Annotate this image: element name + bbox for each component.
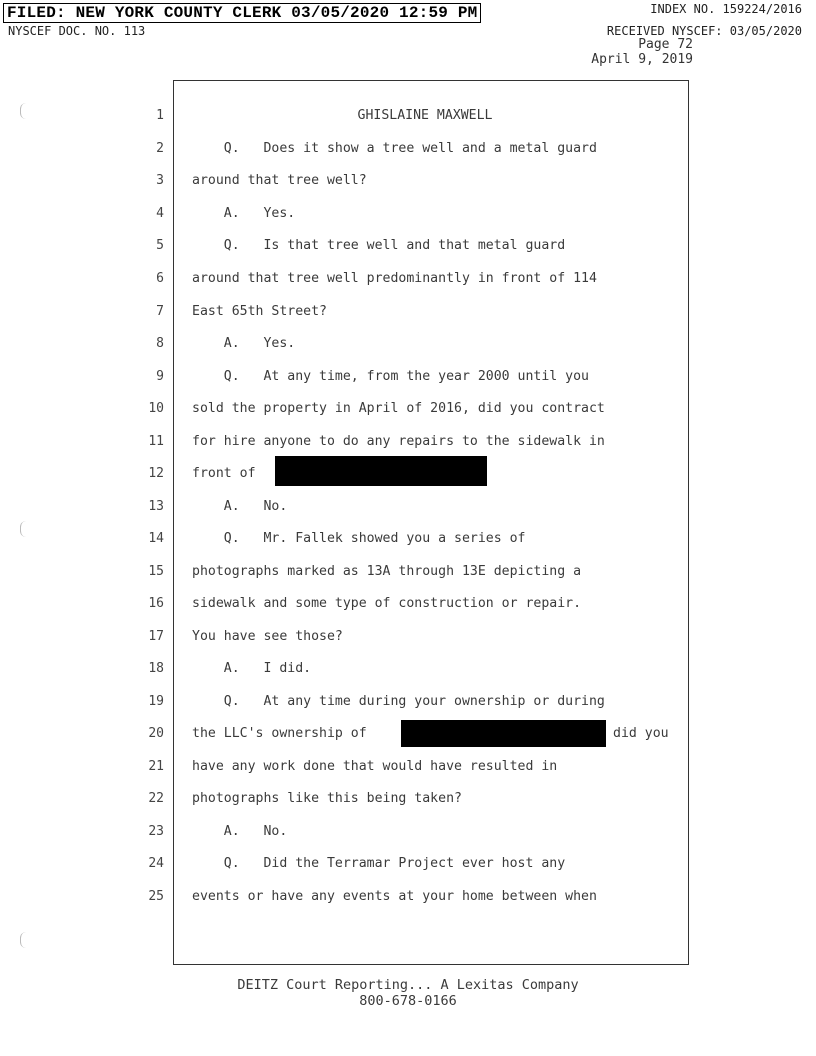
line-number: 8 [156,336,164,351]
transcript-line [0,202,816,226]
filed-stamp: FILED: NEW YORK COUNTY CLERK 03/05/2020 12:59 PM [3,3,481,23]
footer-phone: 800-678-0166 [359,993,457,1009]
line-text: Q. Does it show a tree well and a metal guard [192,141,597,156]
line-number: 9 [156,369,164,384]
transcript-line [0,820,816,844]
redaction-box [401,720,606,747]
line-number: 4 [156,206,164,221]
transcript-line [0,430,816,454]
deposition-date: April 9, 2019 [591,52,693,67]
line-number: 13 [148,499,164,514]
line-text: A. No. [192,499,288,514]
transcript-line [0,592,816,616]
transcript-line [0,560,816,584]
page-header [591,37,693,67]
line-number: 7 [156,304,164,319]
line-number: 20 [148,726,164,741]
line-text: Q. Is that tree well and that metal guard [192,238,566,253]
line-text-after-redaction: did you [613,726,669,741]
transcript-line [0,332,816,356]
line-number: 10 [148,401,164,416]
line-text: A. Yes. [192,336,296,351]
line-text: around that tree well? [192,173,367,188]
line-text: sidewalk and some type of construction or repair. [192,596,582,611]
transcript-line [0,787,816,811]
transcript-line [0,690,816,714]
line-text: You have see those? [192,629,343,644]
line-text: Q. Mr. Fallek showed you a series of [192,531,526,546]
footer-company: DEITZ Court Reporting... A Lexitas Company [237,977,579,993]
line-number: 1 [156,108,164,123]
line-text: A. No. [192,824,288,839]
line-number: 14 [148,531,164,546]
line-number: 22 [148,791,164,806]
line-text: East 65th Street? [192,304,327,319]
witness-name: GHISLAINE MAXWELL [357,108,493,123]
transcript-line [0,234,816,258]
transcript-line [0,495,816,519]
line-text: events or have any events at your home between when [192,889,597,904]
line-number: 12 [148,466,164,481]
line-text: Q. At any time during your ownership or during [192,694,605,709]
index-number: INDEX NO. 159224/2016 [650,2,802,16]
line-number: 18 [148,661,164,676]
transcript-line [0,657,816,681]
line-number: 6 [156,271,164,286]
transcript-line [0,104,816,128]
line-number: 5 [156,238,164,253]
line-text: around that tree well predominantly in front of 114 [192,271,597,286]
line-number: 16 [148,596,164,611]
line-text: photographs like this being taken? [192,791,462,806]
line-number: 25 [148,889,164,904]
line-number: 23 [148,824,164,839]
transcript-line [0,397,816,421]
received-date: RECEIVED NYSCEF: 03/05/2020 [606,24,802,38]
line-number: 2 [156,141,164,156]
line-number: 11 [148,434,164,449]
line-number: 17 [148,629,164,644]
transcript-line [0,300,816,324]
line-text: have any work done that would have resulted in [192,759,558,774]
redaction-box [275,456,487,486]
line-number: 21 [148,759,164,774]
transcript-line [0,885,816,909]
line-number: 3 [156,173,164,188]
transcript-line [0,365,816,389]
line-text: Q. Did the Terramar Project ever host any [192,856,566,871]
line-text: Q. At any time, from the year 2000 until you [192,369,589,384]
line-number: 19 [148,694,164,709]
line-text: the LLC's ownership of [192,726,367,741]
transcript-line [0,267,816,291]
transcript-line [0,625,816,649]
transcript-line [0,852,816,876]
line-number: 24 [148,856,164,871]
transcript-line [0,755,816,779]
line-text: A. I did. [192,661,312,676]
transcript-line [0,169,816,193]
transcript-line [0,527,816,551]
page-number: Page 72 [638,37,693,52]
line-text: A. Yes. [192,206,296,221]
line-text: photographs marked as 13A through 13E depicting a [192,564,582,579]
nyscef-doc-number: NYSCEF DOC. NO. 113 [8,24,146,38]
line-number: 15 [148,564,164,579]
transcript-line [0,137,816,161]
line-text: for hire anyone to do any repairs to the sidewalk in [192,434,605,449]
line-text: sold the property in April of 2016, did you contract [192,401,605,416]
margin-mark [20,932,27,948]
line-text: front of [192,466,256,481]
